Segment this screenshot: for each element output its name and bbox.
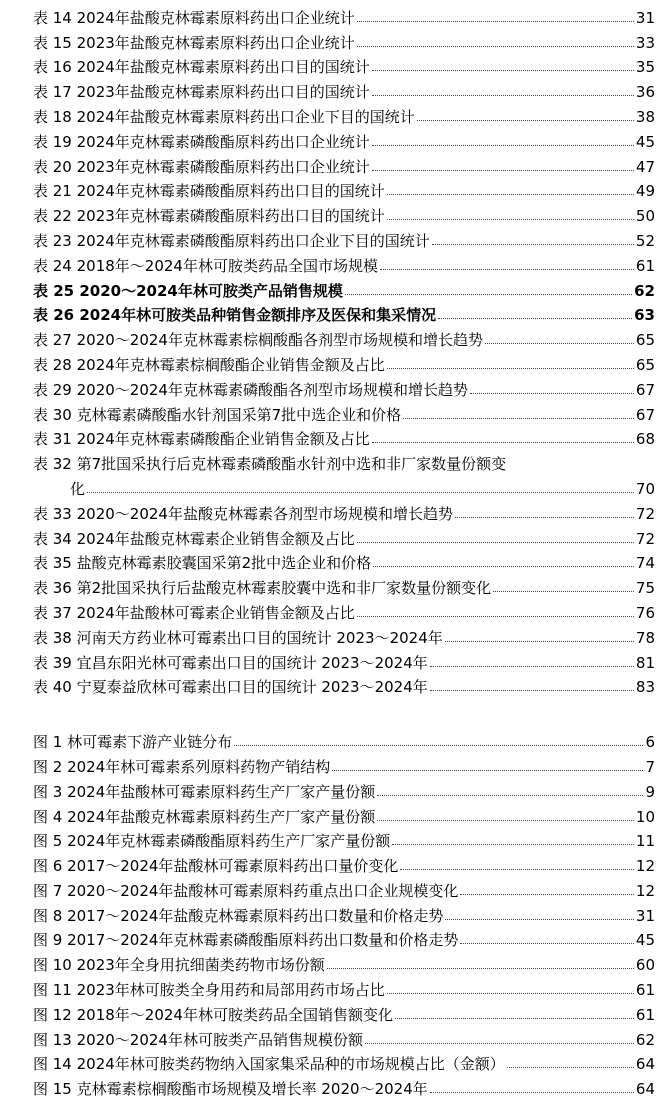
- toc-entry-label: 表 29 2020～2024年克林霉素磷酸酯各剂型市场规模和增长趋势: [33, 380, 468, 399]
- toc-entry-page: 75: [635, 579, 655, 598]
- toc-entry[interactable]: [0, 597, 661, 622]
- toc-entry-label: 表 18 2024年盐酸克林霉素原料药出口企业下目的国统计: [33, 107, 415, 126]
- dot-leader: [392, 844, 634, 845]
- toc-entry[interactable]: [0, 875, 661, 900]
- section-gap: [0, 696, 661, 726]
- toc-entry-label: 表 22 2023年克林霉素磷酸酯原料药出口目的国统计: [33, 207, 385, 226]
- toc-entry-label: 图 1 林可霉素下游产业链分布: [33, 733, 233, 752]
- toc-entry-page: 74: [635, 554, 655, 573]
- toc-list: [0, 2, 661, 1098]
- toc-entry-page: 47: [635, 157, 655, 176]
- toc-entry-label: 图 3 2024年盐酸林可霉素原料药生产厂家产量份额: [33, 782, 376, 801]
- toc-entry[interactable]: [0, 275, 661, 300]
- toc-entry-label: 表 33 2020～2024年盐酸克林霉素各剂型市场规模和增长趋势: [33, 504, 453, 523]
- toc-entry-label: 图 5 2024年克林霉素磷酸酯原料药生产厂家产量份额: [33, 832, 391, 851]
- dot-leader: [460, 943, 633, 944]
- toc-entry-page: 52: [635, 231, 655, 250]
- toc-entry-page: 60: [635, 956, 655, 975]
- toc-entry-label: 表 40 宁夏泰益欣林可霉素出口目的国统计 2023～2024年: [33, 678, 428, 697]
- toc-entry-page: 62: [635, 1030, 655, 1049]
- toc-entry[interactable]: [0, 523, 661, 548]
- toc-entry-label: 图 8 2017～2024年盐酸克林霉素原料药出口数量和价格走势: [33, 906, 444, 925]
- toc-entry-page: 65: [635, 331, 655, 350]
- dot-leader: [430, 690, 634, 691]
- toc-entry[interactable]: [0, 200, 661, 225]
- toc-entry-label: 表 24 2018年～2024年林可胺类药品全国市场规模: [33, 256, 378, 275]
- toc-entry-page: 68: [635, 430, 655, 449]
- toc-entry-label: 表 21 2024年克林霉素磷酸酯原料药出口目的国统计: [33, 182, 385, 201]
- toc-entry[interactable]: [0, 151, 661, 176]
- toc-entry[interactable]: [0, 826, 661, 851]
- toc-entry-label: 表 27 2020～2024年克林霉素棕榈酸酯各剂型市场规模和增长趋势: [33, 331, 483, 350]
- toc-entry-label: 表 28 2024年克林霉素棕榈酸酯企业销售金额及占比: [33, 355, 385, 374]
- dot-leader: [380, 269, 634, 270]
- toc-entry[interactable]: [0, 949, 661, 974]
- dot-leader: [430, 666, 634, 667]
- dot-leader: [327, 968, 634, 969]
- dot-leader: [387, 368, 634, 369]
- toc-entry[interactable]: [0, 52, 661, 77]
- toc-entry-page: 7: [645, 757, 655, 776]
- toc-entry-label: 图 14 2024年林可胺类药物纳入国家集采品种的市场规模占比（金额）: [33, 1055, 505, 1074]
- dot-leader: [377, 820, 634, 821]
- dot-leader: [507, 1067, 634, 1068]
- toc-entry-page: 81: [635, 653, 655, 672]
- toc-entry-page: 64: [635, 1080, 655, 1099]
- toc-entry-page: 61: [635, 256, 655, 275]
- toc-entry-label: 表 38 河南天方药业林可霉素出口目的国统计 2023～2024年: [33, 628, 443, 647]
- dot-leader: [432, 244, 634, 245]
- dot-leader: [493, 591, 634, 592]
- toc-entry[interactable]: [0, 349, 661, 374]
- toc-entry-label: 表 32 第7批国采执行后克林霉素磷酸酯水针剂中选和非厂家数量份额变: [33, 455, 507, 474]
- toc-entry[interactable]: [0, 27, 661, 52]
- toc-entry[interactable]: [0, 300, 661, 325]
- toc-entry-label: 表 16 2024年盐酸克林霉素原料药出口目的国统计: [33, 58, 370, 77]
- toc-entry[interactable]: [0, 250, 661, 275]
- toc-entry-label: 表 36 第2批国采执行后盐酸克林霉素胶囊中选和非厂家数量份额变化: [33, 579, 492, 598]
- toc-entry-page: 10: [635, 807, 655, 826]
- toc-entry-page: 45: [635, 931, 655, 950]
- toc-entry-page: 49: [635, 182, 655, 201]
- dot-leader: [377, 795, 643, 796]
- dot-leader: [438, 318, 632, 319]
- toc-entry-label: 表 25 2020～2024年林可胺类产品销售规模: [33, 281, 343, 300]
- dot-leader: [357, 46, 634, 47]
- toc-entry-page: 67: [635, 380, 655, 399]
- toc-entry[interactable]: [0, 399, 661, 424]
- toc-entry-page: 83: [635, 678, 655, 697]
- toc-entry[interactable]: [0, 225, 661, 250]
- toc-entry-page: 35: [635, 58, 655, 77]
- toc-entry-label: 图 7 2020～2024年盐酸林可霉素原料药重点出口企业规模变化: [33, 881, 459, 900]
- toc-entry-label: 表 20 2023年克林霉素磷酸酯原料药出口企业统计: [33, 157, 370, 176]
- toc-entry-page: 70: [635, 479, 655, 498]
- toc-entry-page: 62: [634, 281, 655, 300]
- toc-entry-label: 表 14 2024年盐酸克林霉素原料药出口企业统计: [33, 8, 355, 27]
- dot-leader: [357, 21, 634, 22]
- dot-leader: [387, 993, 634, 994]
- dot-leader: [372, 70, 634, 71]
- toc-entry[interactable]: [0, 999, 661, 1024]
- dot-leader: [87, 492, 634, 493]
- toc-entry-label: 图 6 2017～2024年盐酸林可霉素原料药出口量价变化: [33, 857, 399, 876]
- toc-entry-page: 6: [645, 733, 655, 752]
- dot-leader: [417, 120, 634, 121]
- toc-entry-page: 67: [635, 405, 655, 424]
- toc-entry-page: 63: [634, 306, 655, 325]
- toc-entry-label: 图 2 2024年林可霉素系列原料药物产销结构: [33, 757, 331, 776]
- toc-entry-page: 9: [645, 782, 655, 801]
- toc-entry-page: 33: [635, 33, 655, 52]
- toc-entry-page: 31: [635, 906, 655, 925]
- dot-leader: [357, 616, 634, 617]
- toc-entry-label: 图 9 2017～2024年克林霉素磷酸酯原料药出口数量和价格走势: [33, 931, 459, 950]
- dot-leader: [485, 343, 634, 344]
- dot-leader: [372, 145, 634, 146]
- toc-entry-label: 表 39 宜昌东阳光林可霉素出口目的国统计 2023～2024年: [33, 653, 428, 672]
- dot-leader: [372, 95, 634, 96]
- dot-leader: [470, 393, 634, 394]
- toc-entry[interactable]: [0, 900, 661, 925]
- dot-leader: [234, 745, 643, 746]
- dot-leader: [357, 542, 634, 543]
- toc-entry-label: 图 13 2020～2024年林可胺类产品销售规模份额: [33, 1030, 363, 1049]
- toc-entry[interactable]: [0, 622, 661, 647]
- toc-entry[interactable]: [0, 647, 661, 672]
- dot-leader: [400, 869, 633, 870]
- toc-entry-label: 表 31 2024年克林霉素磷酸酯企业销售金额及占比: [33, 430, 370, 449]
- toc-entry[interactable]: [0, 1024, 661, 1049]
- toc-entry[interactable]: [0, 572, 661, 597]
- toc-entry[interactable]: [0, 672, 661, 697]
- dot-leader: [372, 442, 634, 443]
- toc-entry-page: 65: [635, 355, 655, 374]
- toc-entry-label: 表 35 盐酸克林霉素胶囊国采第2批中选企业和价格: [33, 554, 372, 573]
- toc-entry-label: 图 10 2023年全身用抗细菌类药物市场份额: [33, 956, 325, 975]
- toc-entry[interactable]: [0, 801, 661, 826]
- dot-leader: [460, 894, 633, 895]
- toc-entry[interactable]: [0, 1049, 661, 1074]
- dot-leader: [373, 566, 634, 567]
- toc-entry[interactable]: [0, 448, 661, 473]
- toc-entry-page: 64: [635, 1055, 655, 1074]
- toc-entry-label: 表 34 2024年盐酸克林霉素企业销售金额及占比: [33, 529, 355, 548]
- toc-entry-page: 12: [635, 881, 655, 900]
- toc-entry-page: 50: [635, 207, 655, 226]
- dot-leader: [332, 770, 643, 771]
- toc-entry-label: 图 15 克林霉素棕榈酸酯市场规模及增长率 2020～2024年: [33, 1080, 428, 1099]
- toc-entry-label: 表 37 2024年盐酸林可霉素企业销售金额及占比: [33, 603, 355, 622]
- dot-leader: [365, 1043, 634, 1044]
- toc-entry[interactable]: [0, 76, 661, 101]
- toc-entry[interactable]: [0, 751, 661, 776]
- toc-entry[interactable]: [0, 1073, 661, 1098]
- toc-entry-page: 76: [635, 603, 655, 622]
- toc-entry[interactable]: [0, 2, 661, 27]
- dot-leader: [445, 919, 633, 920]
- toc-entry-label: 表 30 克林霉素磷酸酯水针剂国采第7批中选企业和价格: [33, 405, 402, 424]
- toc-entry-page: 61: [635, 1005, 655, 1024]
- toc-entry-label: 图 11 2023年林可胺类全身用药和局部用药市场占比: [33, 981, 385, 1000]
- toc-entry[interactable]: [0, 424, 661, 449]
- toc-entry[interactable]: [0, 776, 661, 801]
- toc-entry-page: 36: [635, 83, 655, 102]
- toc-entry[interactable]: [0, 548, 661, 573]
- dot-leader: [403, 418, 634, 419]
- toc-entry-label-cont: 化: [70, 479, 86, 498]
- dot-leader: [387, 219, 634, 220]
- dot-leader: [445, 641, 634, 642]
- toc-entry-label: 表 23 2024年克林霉素磷酸酯原料药出口企业下目的国统计: [33, 231, 430, 250]
- toc-entry-page: 12: [635, 857, 655, 876]
- toc-entry-page: 31: [635, 8, 655, 27]
- toc-entry-page: 72: [635, 529, 655, 548]
- toc-entry-label: 图 12 2018年～2024年林可胺类药品全国销售额变化: [33, 1005, 393, 1024]
- toc-entry-page: 45: [635, 132, 655, 151]
- toc-entry[interactable]: [0, 324, 661, 349]
- toc-entry-label: 表 17 2023年盐酸克林霉素原料药出口目的国统计: [33, 83, 370, 102]
- toc-entry[interactable]: [0, 850, 661, 875]
- toc-entry[interactable]: [0, 726, 661, 751]
- toc-entry-page: 61: [635, 981, 655, 1000]
- dot-leader: [345, 294, 632, 295]
- dot-leader: [387, 194, 634, 195]
- toc-entry-label: 表 19 2024年克林霉素磷酸酯原料药出口企业统计: [33, 132, 370, 151]
- toc-entry-page: 72: [635, 504, 655, 523]
- toc-entry[interactable]: [0, 925, 661, 950]
- dot-leader: [395, 1018, 634, 1019]
- toc-entry[interactable]: [0, 176, 661, 201]
- toc-entry-page: 38: [635, 107, 655, 126]
- toc-entry-continuation[interactable]: [0, 473, 661, 498]
- toc-entry[interactable]: [0, 101, 661, 126]
- toc-entry[interactable]: [0, 498, 661, 523]
- dot-leader: [455, 517, 634, 518]
- toc-entry-page: 11: [635, 832, 655, 851]
- toc-entry[interactable]: [0, 374, 661, 399]
- toc-entry-label: 图 4 2024年盐酸克林霉素原料药生产厂家产量份额: [33, 807, 376, 826]
- toc-entry-page: 78: [635, 628, 655, 647]
- dot-leader: [430, 1092, 634, 1093]
- toc-entry[interactable]: [0, 126, 661, 151]
- toc-entry[interactable]: [0, 974, 661, 999]
- toc-entry-label: 表 15 2023年盐酸克林霉素原料药出口企业统计: [33, 33, 355, 52]
- dot-leader: [372, 170, 634, 171]
- toc-entry-label: 表 26 2024年林可胺类品种销售金额排序及医保和集采情况: [33, 306, 437, 325]
